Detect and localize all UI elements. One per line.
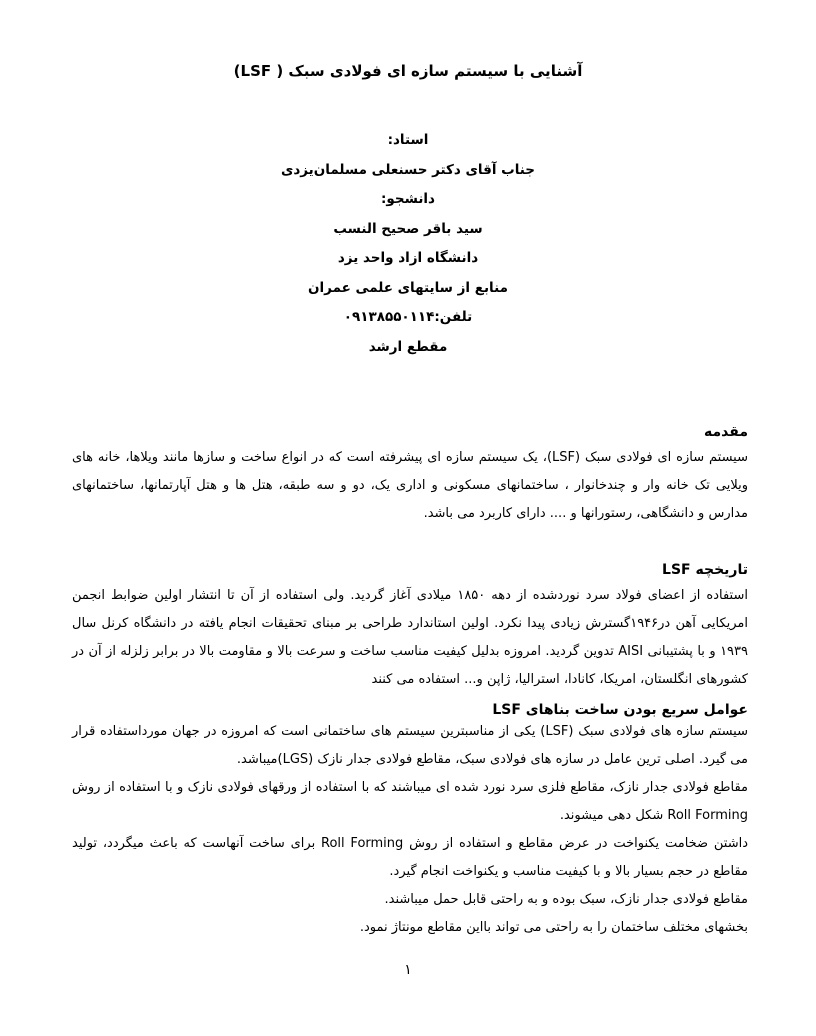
paragraph: سیستم سازه ای فولادی سبک (LSF)، یک سیستم سازه ای پیشرفته است که در انواع ساخت و سازها مانند ویلاها، خانه های ویلایی تک خانه وار و چندخانوار ، ساختمانهای مسکونی و اداری یک، دو و سه طبقه، هتل ها و هتل آپارتمانها، ساختمانهای مدارس و دانشگاهی، رستورانها و .... دارای کاربرد می باشد.: [72, 450, 748, 521]
section-heading: مقدمه: [704, 424, 748, 440]
document-title: آشنایی با سیستم سازه ای فولادی سبک ( LSF): [233, 62, 583, 80]
student-label: دانشجو:: [381, 191, 435, 207]
professor-name: جناب آقای دکتر حسنعلی مسلمان‌یزدی: [280, 161, 536, 178]
page-number: ۱: [404, 962, 412, 978]
degree-line: مقطع ارشد: [368, 338, 448, 355]
section-heading: تاریخچه LSF: [662, 562, 748, 578]
paragraph: سیستم سازه های فولادی سبک (LSF) یکی از مناسبترین سیستم های ساختمانی است که امروزه در جهان مورداستفاده قرار می گیرد. اصلی ترین عامل در سازه های فولادی سبک، مقاطع فولادی جدار نازک (LGS)میباشد.: [72, 724, 748, 767]
phone-line: تلفن:۰۹۱۳۸۵۵۰۱۱۴: [343, 309, 473, 325]
paragraph: مقاطع فولادی جدار نازک، سبک بوده و به راحتی قابل حمل میباشند.: [384, 892, 748, 907]
section-history: [72, 562, 748, 694]
section-intro: [72, 424, 748, 528]
section-heading: عوامل سریع بودن ساخت بناهای LSF: [492, 702, 748, 718]
paragraph: مقاطع فولادی جدار نازک، مقاطع فلزی سرد نورد شده ای میباشند که با استفاده از ورقهای فولادی نازک و با استفاده از روش Roll Forming شکل دهی میشوند.: [72, 780, 748, 823]
student-name: سید باقر صحیح النسب: [333, 220, 483, 237]
paragraph: داشتن ضخامت یکنواخت در عرض مقاطع و استفاده از روش Roll Forming برای ساخت آنهاست که باعث میگردد، تولید مقاطع در حجم بسیار بالا و با کیفیت مناسب و یکنواخت انجام گیرد.: [72, 836, 748, 879]
paragraph: استفاده از اعضای فولاد سرد نوردشده از دهه ۱۸۵۰ میلادی آغاز گردید. ولی استفاده از آن تا انتشار اولین ضوابط انجمن امریکایی آهن در۱۹۴۶گسترش زیادی پیدا نکرد. اولین استاندارد طراحی بر مبنای تحقیقات انجام یافته در دانشگاه کرنل سال ۱۹۳۹ و با پشتیبانی AISI تدوین گردید. امروزه بدلیل کیفیت مناسب ساخت و سرعت بالا و مقاومت بالا در برابر زلزله از آن در کشورهای انگلستان، امریکا، کانادا، استرالیا، ژاپن و... استفاده می کنند: [72, 588, 749, 687]
paragraph: بخشهای مختلف ساختمان را به راحتی می تواند بااین مقاطع مونتاژ نمود.: [359, 920, 748, 935]
section-factors: [72, 702, 748, 942]
professor-label: استاد:: [387, 132, 429, 148]
sources-line: منابع از سایتهای علمی عمران: [308, 279, 508, 296]
author-info-block: [0, 126, 816, 362]
university-name: دانشگاه ازاد واحد یزد: [337, 250, 479, 266]
